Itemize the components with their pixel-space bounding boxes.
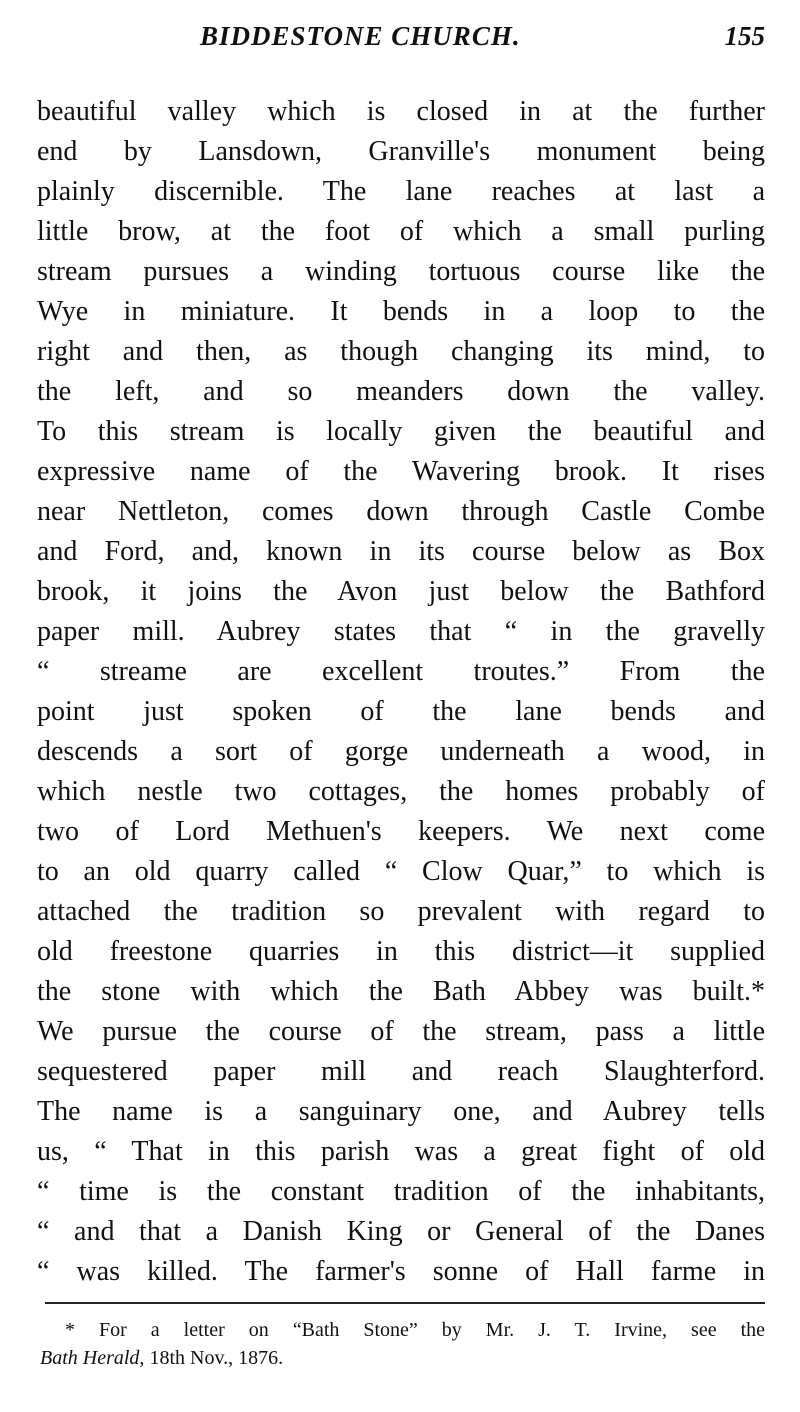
footnote-source-title: Bath Herald, — [40, 1347, 145, 1369]
text-line: The name is a sanguinary one, and Aubrey tells — [37, 1096, 765, 1127]
text-line: and Ford, and, known in its course below as Box — [37, 536, 765, 567]
text-line: two of Lord Methuen's keepers. We next come — [37, 816, 765, 847]
text-line: expressive name of the Wavering brook. It rises — [37, 456, 765, 487]
text-line: paper mill. Aubrey states that “ in the gravelly — [37, 616, 765, 647]
text-line: “ streame are excellent troutes.” From the — [37, 656, 765, 687]
text-line: sequestered paper mill and reach Slaughterford. — [37, 1056, 765, 1087]
text-line: point just spoken of the lane bends and — [37, 696, 765, 727]
footnote-rule — [45, 1302, 765, 1304]
text-line: to an old quarry called “ Clow Quar,” to which is — [37, 856, 765, 887]
text-line: right and then, as though changing its mind, to — [37, 336, 765, 367]
footnote-line — [40, 1344, 765, 1372]
running-title: BIDDESTONE CHURCH. — [200, 21, 521, 51]
text-line: plainly discernible. The lane reaches at last a — [37, 176, 765, 207]
text-line: the left, and so meanders down the valley. — [37, 376, 765, 407]
text-line: “ was killed. The farmer's sonne of Hall farme in — [37, 1256, 765, 1287]
text-line: “ and that a Danish King or General of the Danes — [37, 1216, 765, 1247]
text-line: little brow, at the foot of which a small purling — [37, 216, 765, 247]
text-line: near Nettleton, comes down through Castle Combe — [37, 496, 765, 527]
text-line: end by Lansdown, Granville's monument being — [37, 136, 765, 167]
text-line: brook, it joins the Avon just below the Bathford — [37, 576, 765, 607]
text-line: us, “ That in this parish was a great fight of old — [37, 1136, 765, 1167]
footnote-line: * For a letter on “Bath Stone” by Mr. J. T. Irvine, see the — [65, 1319, 765, 1341]
text-line: stream pursues a winding tortuous course like the — [37, 256, 765, 287]
text-line: To this stream is locally given the beautiful and — [37, 416, 765, 447]
body-text — [37, 92, 765, 1292]
text-line: which nestle two cottages, the homes probably of — [37, 776, 765, 807]
text-line: We pursue the course of the stream, pass a little — [37, 1016, 765, 1047]
text-line: “ time is the constant tradition of the inhabitants, — [37, 1176, 765, 1207]
page-number: 155 — [724, 21, 765, 51]
text-line: beautiful valley which is closed in at the further — [37, 96, 765, 127]
running-head — [0, 18, 800, 58]
text-line: old freestone quarries in this district—it supplied — [37, 936, 765, 967]
footnote — [40, 1316, 765, 1372]
text-line: attached the tradition so prevalent with regard to — [37, 896, 765, 927]
footnote-date: 18th Nov., 1876. — [144, 1347, 284, 1369]
text-line: descends a sort of gorge underneath a wood, in — [37, 736, 765, 767]
text-line: Wye in miniature. It bends in a loop to the — [37, 296, 765, 327]
text-line: the stone with which the Bath Abbey was built.* — [37, 976, 765, 1007]
